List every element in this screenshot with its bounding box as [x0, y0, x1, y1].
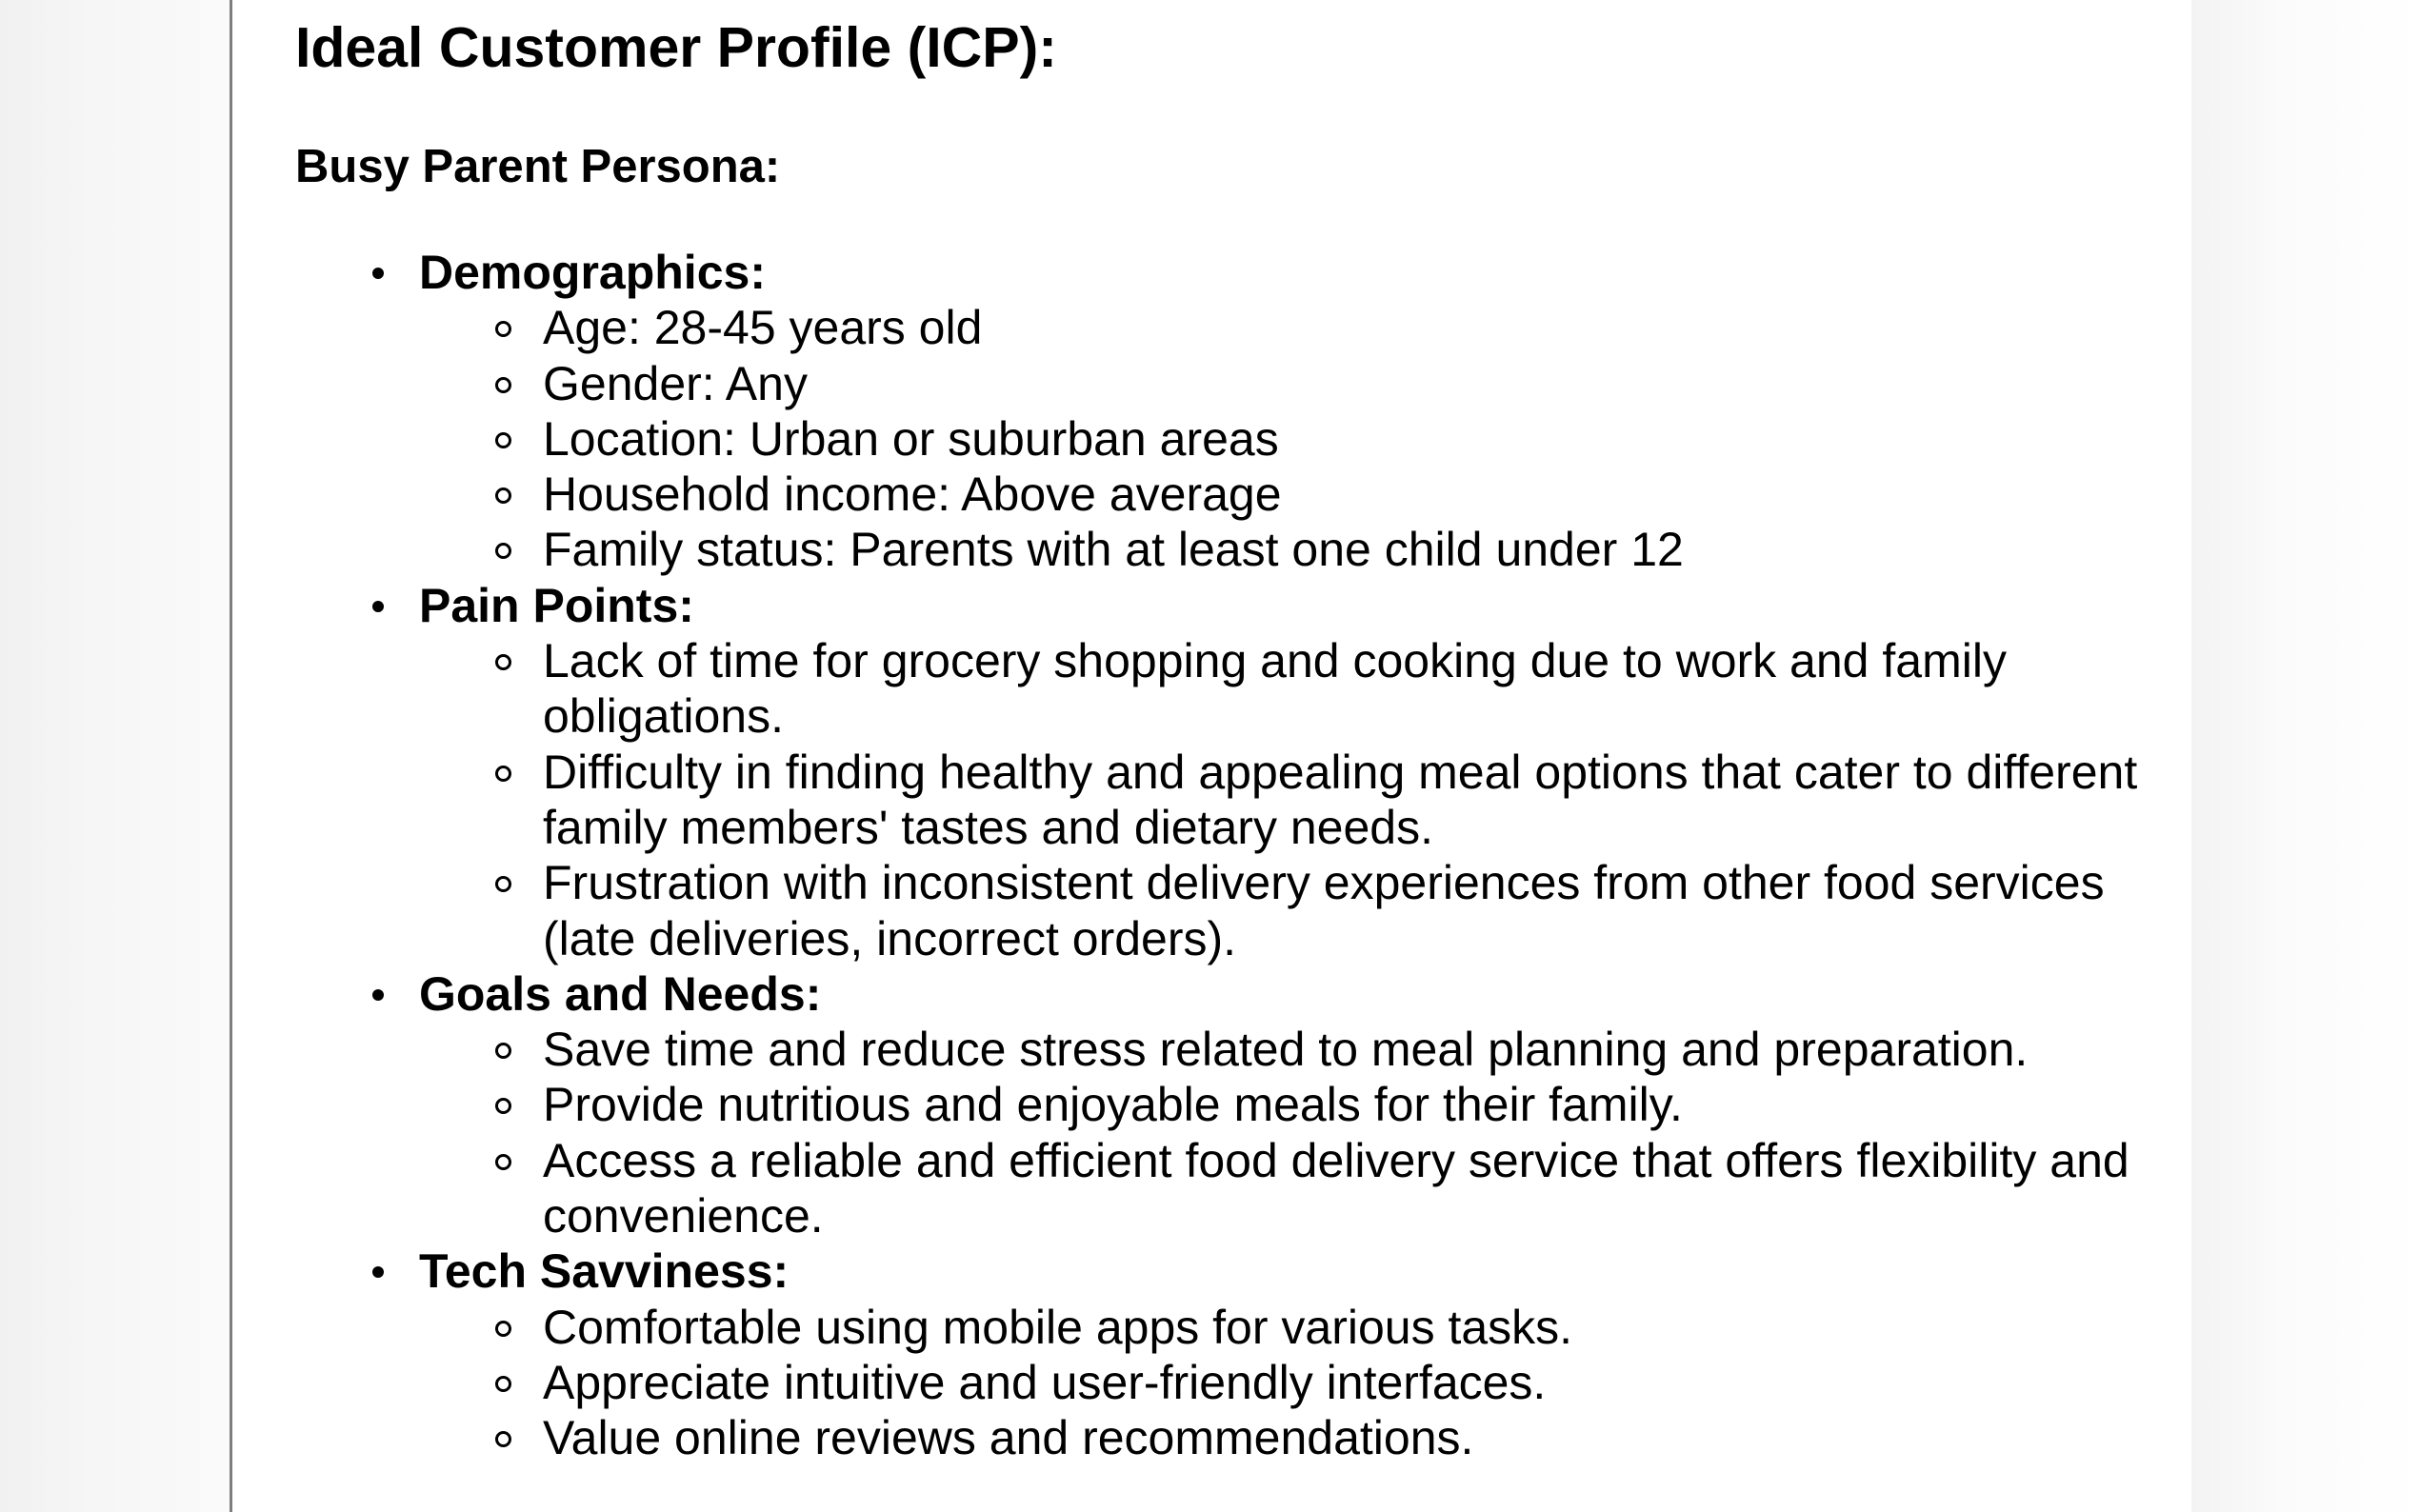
- list-item: [295, 467, 2181, 522]
- list-item-text: Comfortable using mobile apps for various tasks.: [543, 1300, 1573, 1354]
- page-margin-right: [2191, 0, 2419, 1512]
- section-items: [419, 633, 2162, 966]
- list-item: [295, 1022, 2181, 1077]
- bullet-circle-icon: [495, 1321, 511, 1337]
- list-item-text: Access a reliable and efficient food delivery service that offers flexibility and convenience.: [543, 1133, 2129, 1243]
- section-items: [419, 1022, 2162, 1243]
- list-item-text: Age: 28-45 years old: [543, 301, 983, 355]
- section-items: [419, 300, 2162, 577]
- bullet-disc-icon: [372, 601, 384, 612]
- section-label: Tech Savviness:: [419, 1244, 790, 1299]
- document-title: Ideal Customer Profile (ICP):: [295, 16, 1057, 79]
- list-item-text: Save time and reduce stress related to meal planning and preparation.: [543, 1023, 2029, 1077]
- list-item-text: Family status: Parents with at least one child under 12: [543, 523, 1684, 577]
- list-item-text: Value online reviews and recommendations.: [543, 1411, 1474, 1465]
- list-item: [295, 1077, 2181, 1132]
- bullet-circle-icon: [495, 377, 511, 393]
- bullet-disc-icon: [372, 268, 384, 279]
- bullet-circle-icon: [495, 1154, 511, 1170]
- bullet-circle-icon: [495, 654, 511, 670]
- section-label: Pain Points:: [419, 578, 694, 632]
- bullet-circle-icon: [495, 876, 511, 892]
- section-pain-points: [295, 578, 2162, 966]
- list-item: [295, 1300, 2181, 1355]
- list-item: [295, 1410, 2181, 1465]
- section-goals-and-needs: [295, 966, 2162, 1243]
- list-item-text: Lack of time for grocery shopping and cooking due to work and family obligations.: [543, 634, 2007, 744]
- list-item: [295, 300, 2181, 355]
- list-item: [295, 522, 2181, 577]
- list-item-text: Appreciate intuitive and user-friendly interfaces.: [543, 1355, 1547, 1409]
- list-item-text: Gender: Any: [543, 356, 808, 410]
- bullet-circle-icon: [495, 1376, 511, 1392]
- document-page: [230, 0, 2191, 1512]
- bullet-disc-icon: [372, 989, 384, 1001]
- bullet-circle-icon: [495, 487, 511, 504]
- list-item: [295, 633, 2181, 745]
- list-item: [295, 855, 2181, 966]
- section-tech-savviness: [295, 1243, 2162, 1465]
- list-item-text: Difficulty in finding healthy and appealing meal options that cater to different family members' tastes and dietary needs.: [543, 745, 2138, 854]
- list-item-text: Location: Urban or suburban areas: [543, 411, 1279, 466]
- list-item-text: Household income: Above average: [543, 468, 1282, 522]
- persona-heading: Busy Parent Persona:: [295, 141, 781, 192]
- bullet-circle-icon: [495, 543, 511, 559]
- bullet-disc-icon: [372, 1266, 384, 1278]
- list-item-text: Provide nutritious and enjoyable meals for their family.: [543, 1078, 1683, 1132]
- section-label: Goals and Needs:: [419, 966, 822, 1021]
- section-demographics: [295, 245, 2162, 578]
- persona-sections: [295, 245, 2162, 1466]
- bullet-circle-icon: [495, 321, 511, 337]
- bullet-circle-icon: [495, 432, 511, 448]
- bullet-circle-icon: [495, 1098, 511, 1114]
- list-item: [295, 1133, 2181, 1244]
- list-item: [295, 356, 2181, 411]
- section-label: Demographics:: [419, 246, 766, 299]
- list-item-text: Frustration with inconsistent delivery experiences from other food services (late deliveries, incorrect orders).: [543, 856, 2105, 965]
- list-item: [295, 745, 2181, 856]
- list-item: [295, 411, 2181, 467]
- list-item: [295, 1355, 2181, 1410]
- bullet-circle-icon: [495, 1431, 511, 1447]
- bullet-circle-icon: [495, 766, 511, 782]
- section-items: [419, 1300, 2162, 1466]
- bullet-circle-icon: [495, 1043, 511, 1059]
